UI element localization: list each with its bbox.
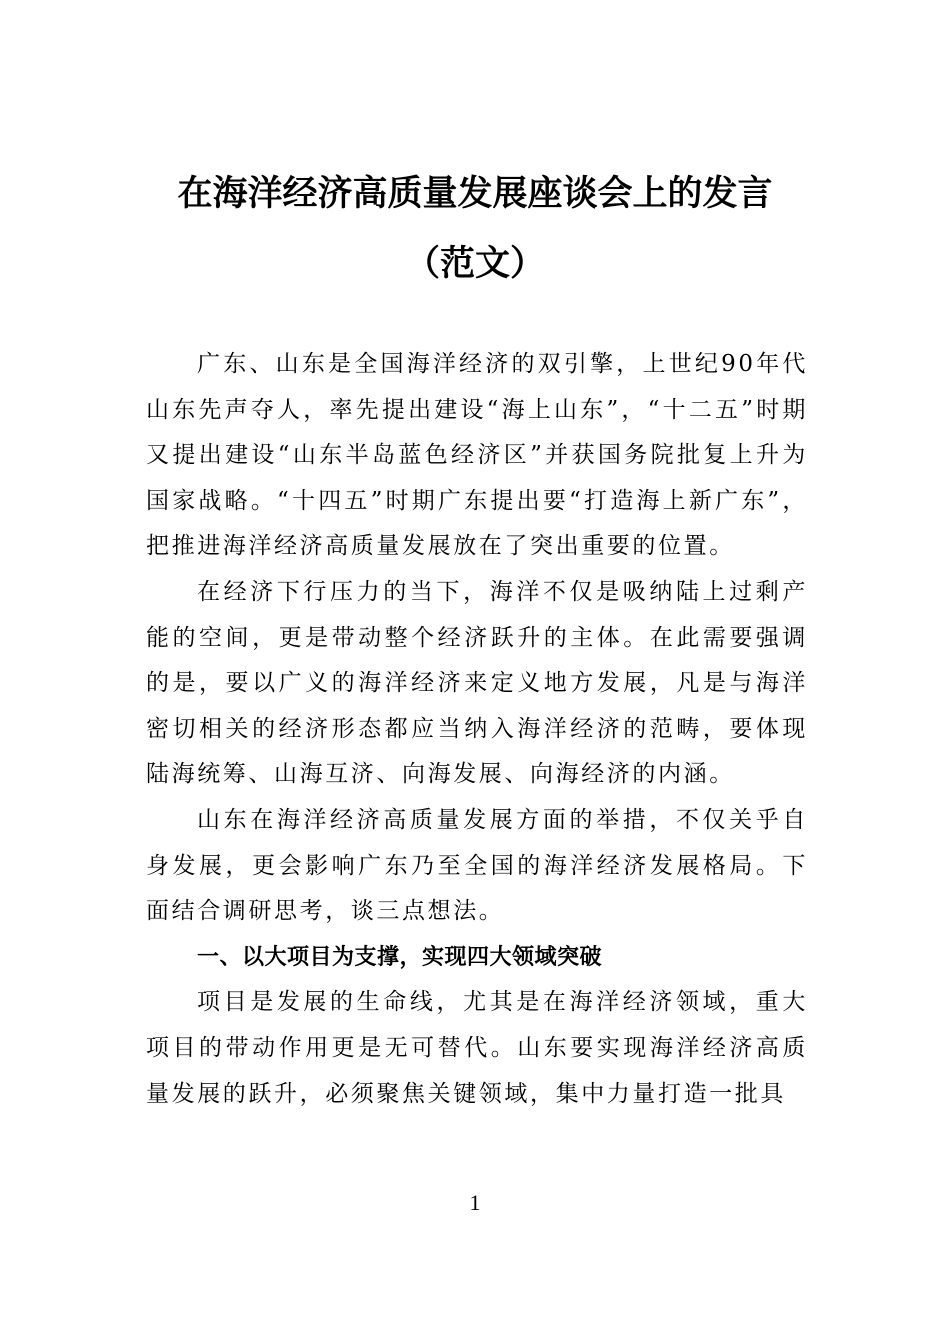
paragraph: 在经济下行压力的当下，海洋不仅是吸纳陆上过剩产能的空间，更是带动整个经济跃升的主体。在此需要强调的是，要以广义的海洋经济来定义地方发展，凡是与海洋密切相关的经济形态都应当纳入海洋经济的范畴，要体现陆海统筹、山海互济、向海发展、向海经济的内涵。	[146, 578, 808, 788]
paragraph: 山东在海洋经济高质量发展方面的举措，不仅关乎自身发展，更会影响广东乃至全国的海洋经济发展格局。下面结合调研思考，谈三点想法。	[146, 806, 808, 925]
document-title: 在海洋经济高质量发展座谈会上的发言	[177, 173, 773, 214]
document-body	[146, 342, 808, 1117]
section-heading: 一、以大项目为支撑，实现四大领域突破	[197, 944, 603, 970]
paragraph: 项目是发展的生命线，尤其是在海洋经济领域，重大项目的带动作用更是无可替代。山东要实现海洋经济高质量发展的跃升，必须聚焦关键领域，集中力量打造一批具	[146, 989, 808, 1107]
document-subtitle: （范文）	[404, 243, 545, 284]
page-number: 1	[469, 1190, 481, 1215]
paragraph: 广东、山东是全国海洋经济的双引擎，上世纪90年代山东先声夺人，率先提出建设“海上山东”，“十二五”时期又提出建设“山东半岛蓝色经济区”并获国务院批复上升为国家战略。“十四五”时期广东提出要“打造海上新广东”，把推进海洋经济高质量发展放在了突出重要的位置。	[146, 351, 808, 560]
